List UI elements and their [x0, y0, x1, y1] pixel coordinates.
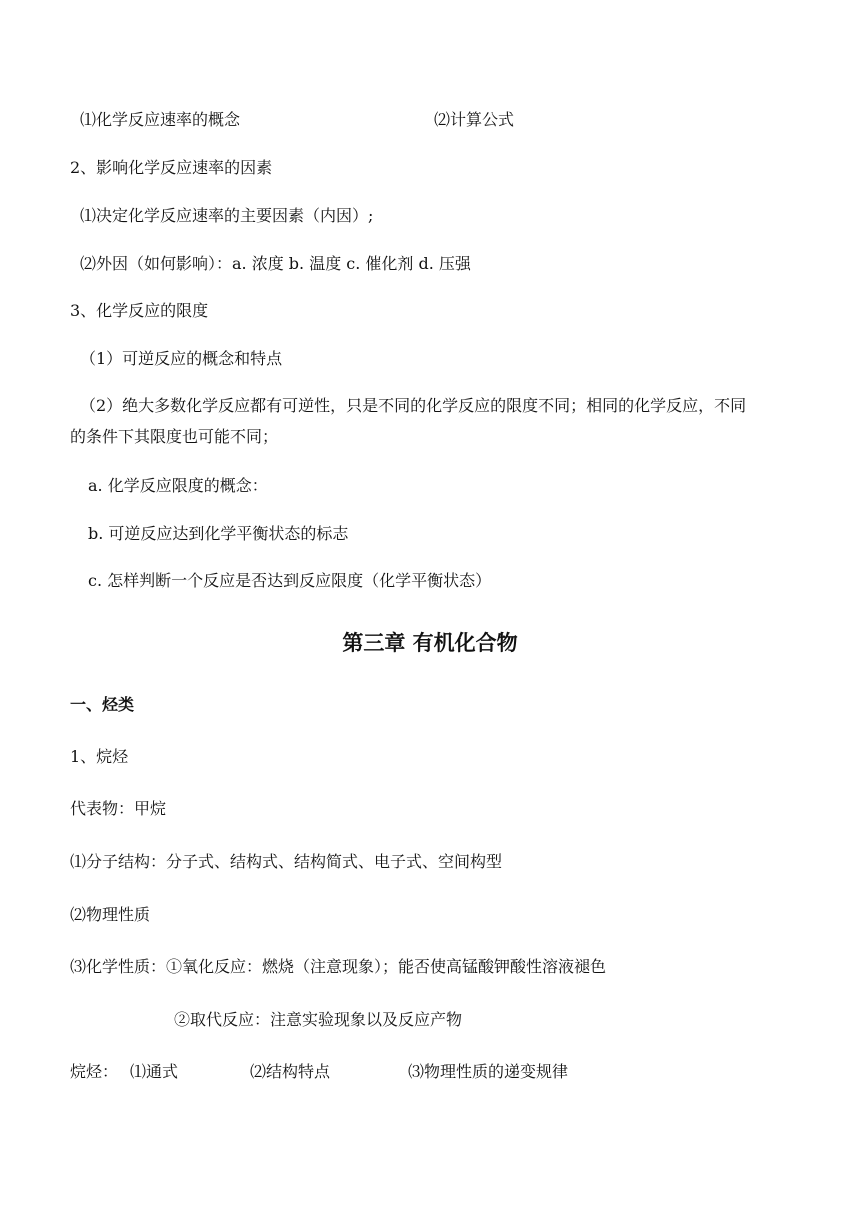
heading-alkanes: 1、烷烃 [70, 747, 129, 766]
heading-factors: 2、影响化学反应速率的因素 [70, 158, 273, 177]
item-equilibrium-sign: b. 可逆反应达到化学平衡状态的标志 [88, 524, 349, 543]
property-structure: ⑴分子结构：分子式、结构式、结构简式、电子式、空间构型 [70, 852, 503, 871]
chapter-title: 第三章 有机化合物 [342, 631, 518, 655]
alkane-general-formula: ⑴通式 [130, 1062, 179, 1081]
alkane-structure-feature: ⑵结构特点 [250, 1062, 331, 1081]
item-internal-factor: ⑴决定化学反应速率的主要因素（内因）; [80, 206, 374, 225]
item-judge-limit: c. 怎样判断一个反应是否达到反应限度（化学平衡状态） [88, 571, 492, 590]
item-limit-concept: a. 化学反应限度的概念： [88, 476, 268, 495]
property-substitution: ②取代反应：注意实验现象以及反应产物 [174, 1010, 463, 1029]
alkane-summary-label: 烷烃： [70, 1062, 119, 1081]
section-heading-hydrocarbons: 一、烃类 [70, 695, 135, 714]
property-physical: ⑵物理性质 [70, 905, 151, 924]
property-chemical: ⑶化学性质：①氧化反应：燃烧（注意现象）；能否使高锰酸钾酸性溶液褪色 [70, 957, 607, 976]
item-reversibility-line2: 的条件下其限度也可能不同； [70, 427, 279, 446]
item-reversible: （1）可逆反应的概念和特点 [80, 349, 283, 368]
item-external-factors: ⑵外因（如何影响）：a. 浓度 b. 温度 c. 催化剂 d. 压强 [80, 254, 471, 273]
item-rate-concept: ⑴化学反应速率的概念 [80, 110, 241, 129]
item-formula: ⑵计算公式 [434, 110, 515, 129]
heading-limit: 3、化学反应的限度 [70, 301, 209, 320]
item-reversibility-line1: （2）绝大多数化学反应都有可逆性，只是不同的化学反应的限度不同；相同的化学反应，不同 [80, 396, 747, 415]
alkane-physical-trend: ⑶物理性质的递变规律 [408, 1062, 569, 1081]
representative-compound: 代表物：甲烷 [70, 799, 167, 818]
